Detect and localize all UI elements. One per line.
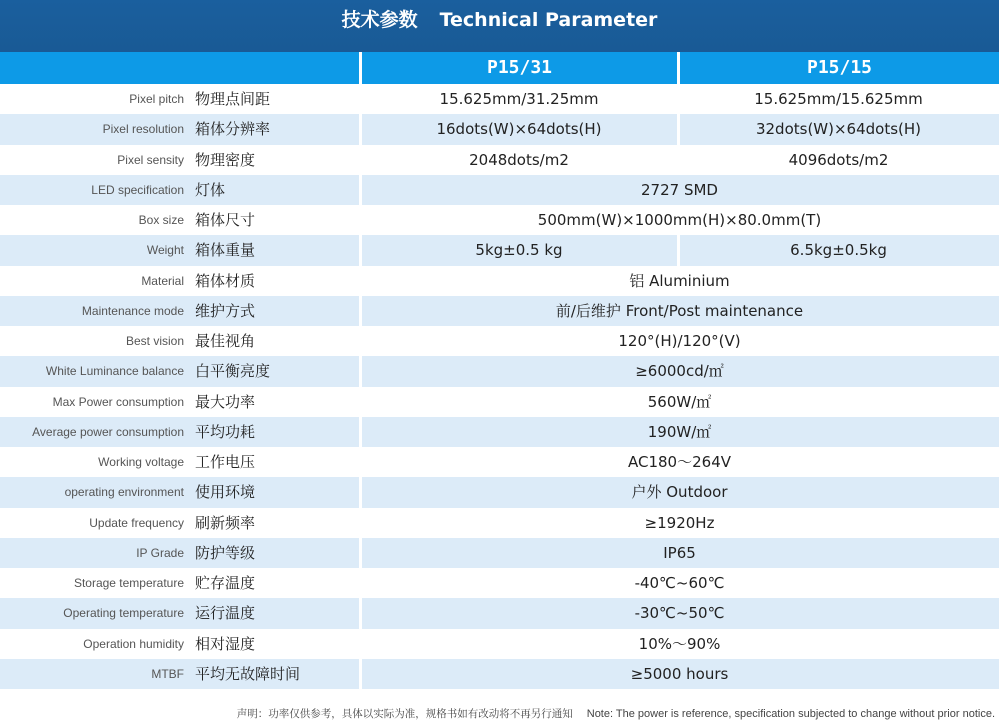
footer-note-chinese: 声明：功率仅供参考，具体以实际为准，规格书如有改动将不再另行通知 (236, 708, 573, 720)
spec-label-chinese: 平均无故障时间 (195, 664, 301, 683)
spec-label-chinese: 箱体重量 (195, 241, 256, 260)
column-header-row (0, 52, 999, 84)
spec-label-chinese: 运行温度 (195, 604, 256, 623)
spec-row (0, 598, 999, 628)
spec-label-chinese: 工作电压 (195, 453, 256, 471)
spec-value-shared: 560W/㎡ (647, 392, 712, 411)
spec-value-shared: 2727 SMD (641, 180, 718, 199)
spec-label-english: Best vision (125, 334, 184, 348)
spec-value-shared: 500mm(W)×1000mm(H)×80.0mm(T) (537, 211, 822, 229)
spec-value-shared: 190W/㎡ (647, 422, 712, 441)
spec-row (0, 477, 999, 507)
spec-label-chinese: 防护等级 (195, 543, 256, 562)
spec-row (0, 205, 999, 235)
title-english: Technical Parameter (439, 9, 658, 31)
spec-label-chinese: 使用环境 (195, 483, 256, 502)
spec-row (0, 387, 999, 417)
spec-row (0, 508, 999, 538)
spec-row (0, 175, 999, 205)
spec-label-english: Pixel pitch (129, 92, 184, 106)
spec-label-chinese: 刷新频率 (195, 513, 256, 532)
spec-label-chinese: 白平衡亮度 (195, 362, 271, 381)
title-chinese: 技术参数 (341, 9, 418, 31)
spec-value-shared: 前/后维护 Front/Post maintenance (555, 301, 804, 320)
spec-label-english: Max Power consumption (52, 394, 184, 409)
spec-value-shared: 户外 Outdoor (631, 483, 728, 502)
spec-label-english: Storage temperature (73, 576, 184, 590)
spec-label-chinese: 贮存温度 (195, 574, 256, 592)
column-header-blank (0, 52, 359, 84)
spec-value-p15-15: 15.625mm/15.625mm (754, 90, 923, 108)
spec-label-chinese: 最佳视角 (195, 332, 256, 350)
spec-label-english: Working voltage (98, 455, 184, 469)
spec-row (0, 417, 999, 447)
spec-label-chinese: 箱体材质 (195, 271, 256, 290)
spec-label-english: Material (141, 273, 184, 288)
spec-row (0, 266, 999, 296)
spec-label-chinese: 最大功率 (195, 392, 256, 411)
spec-label-english: IP Grade (136, 545, 184, 560)
spec-label-chinese: 物理密度 (195, 150, 256, 169)
spec-label-english: Operation humidity (83, 636, 184, 651)
spec-value-p15-31: 16dots(W)×64dots(H) (436, 120, 602, 139)
spec-label-english: Pixel sensity (117, 152, 184, 167)
spec-value-p15-15: 6.5kg±0.5kg (790, 241, 887, 260)
spec-value-p15-15: 4096dots/m2 (788, 150, 889, 169)
spec-value-shared: ≥5000 hours (630, 664, 729, 683)
spec-row (0, 326, 999, 356)
spec-label-chinese: 灯体 (195, 180, 226, 199)
spec-label-english: Average power consumption (32, 424, 184, 439)
spec-label-english: Operating temperature (63, 606, 184, 621)
spec-label-chinese: 物理点间距 (195, 90, 271, 108)
spec-row (0, 568, 999, 598)
column-header-p15-31: P15/31 (362, 52, 677, 84)
spec-table (0, 84, 999, 689)
spec-label-english: Update frequency (89, 515, 184, 530)
spec-value-p15-31: 5kg±0.5 kg (475, 241, 563, 260)
spec-value-shared: -30℃~50℃ (634, 604, 725, 623)
spec-value-p15-31: 2048dots/m2 (469, 150, 569, 169)
spec-label-english: operating environment (64, 485, 184, 500)
spec-value-shared: -40℃~60℃ (634, 574, 725, 592)
spec-value-shared: 铝 Aluminium (629, 271, 730, 290)
spec-label-chinese: 箱体分辨率 (195, 120, 271, 139)
footer-note-english: Note: The power is reference, specification subjected to change without prior notice. (586, 708, 995, 720)
spec-value-p15-15: 32dots(W)×64dots(H) (755, 120, 922, 139)
column-header-p15-15: P15/15 (680, 52, 999, 84)
spec-value-shared: ≥1920Hz (644, 513, 715, 532)
footer-note (0, 705, 999, 724)
spec-label-english: MTBF (151, 666, 184, 681)
title-banner (0, 0, 999, 52)
spec-value-shared: ≥6000cd/㎡ (635, 362, 724, 381)
spec-row (0, 356, 999, 386)
spec-row (0, 629, 999, 659)
spec-row (0, 145, 999, 175)
spec-label-chinese: 箱体尺寸 (195, 211, 256, 229)
spec-label-english: Weight (146, 243, 184, 258)
spec-row (0, 659, 999, 689)
spec-label-chinese: 维护方式 (195, 301, 256, 320)
spec-row (0, 235, 999, 265)
spec-value-shared: 120°(H)/120°(V) (618, 332, 741, 350)
spec-row (0, 84, 999, 114)
spec-label-english: White Luminance balance (45, 364, 184, 379)
spec-label-chinese: 平均功耗 (195, 422, 256, 441)
spec-label-chinese: 相对湿度 (195, 634, 256, 653)
spec-value-shared: 10%～90% (638, 634, 721, 653)
spec-label-english: LED specification (91, 182, 184, 197)
spec-row (0, 296, 999, 326)
spec-label-english: Pixel resolution (102, 122, 184, 137)
spec-value-shared: AC180～264V (628, 453, 731, 471)
spec-label-english: Maintenance mode (81, 303, 184, 318)
spec-label-english: Box size (138, 213, 184, 227)
spec-value-shared: IP65 (663, 543, 696, 562)
spec-row (0, 538, 999, 568)
spec-row (0, 114, 999, 144)
spec-value-p15-31: 15.625mm/31.25mm (439, 90, 599, 108)
spec-row (0, 447, 999, 477)
